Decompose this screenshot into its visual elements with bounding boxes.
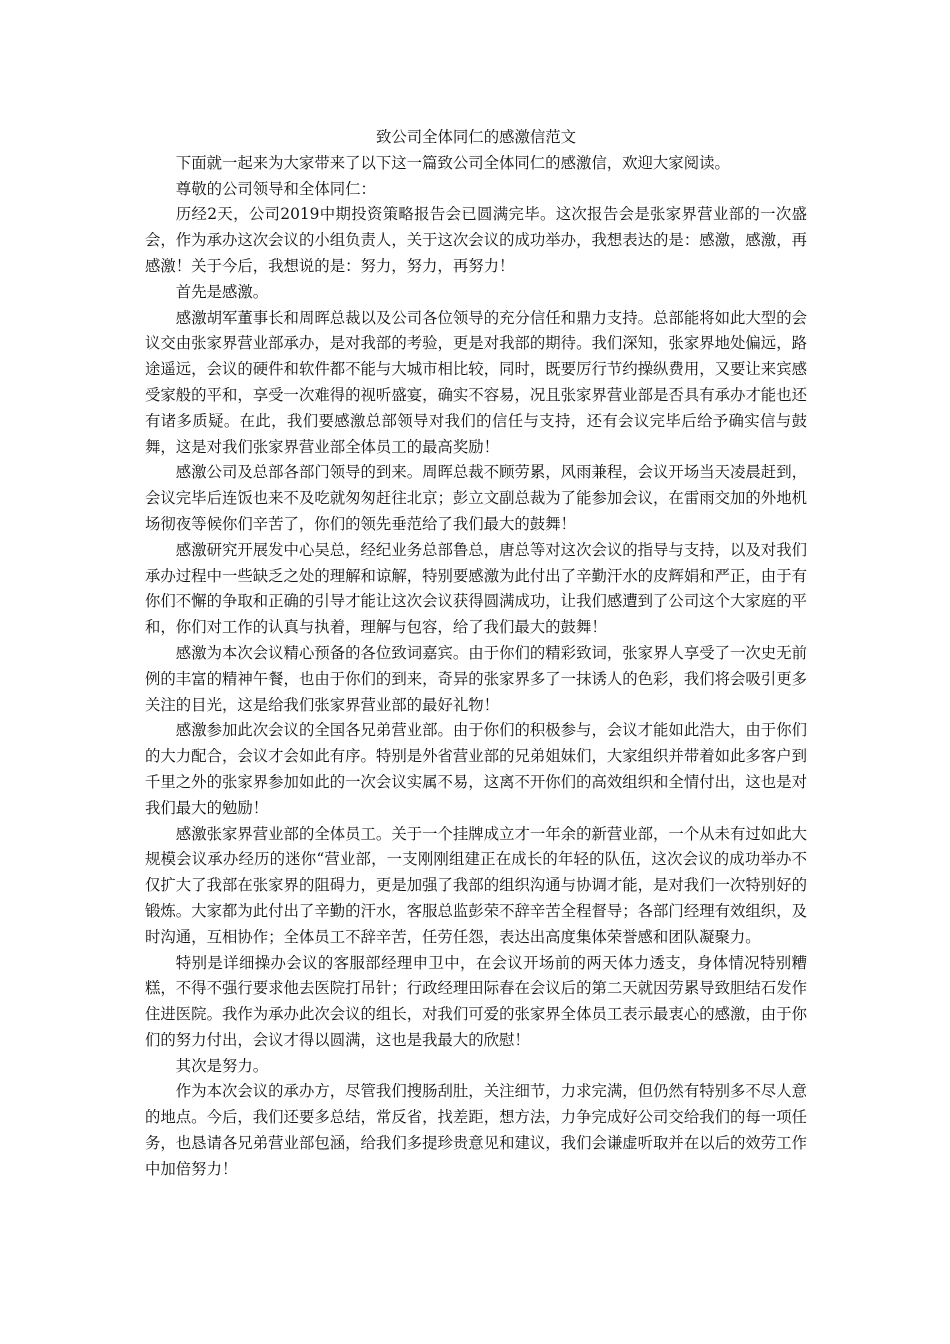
paragraph-second-heading: 其次是努力。 — [175, 1056, 269, 1075]
paragraph-closing: 作为本次会议的承办方，尽管我们搜肠刮肚，关注细节，力求完满，但仍然有特别多不尽人意的地点。今后，我们还要多总结，常反省，找差距，想方法，力争完成好公司交给我们的每一项任务，也恳请各兄弟营业部包涵，给我们多提珍贵意见和建议，我们会谦虚听取并在以后的效劳工作中加倍努力！ — [145, 1082, 807, 1178]
document-page — [145, 125, 807, 1183]
paragraph-intro: 下面就一起来为大家带来了以下这一篇致公司全体同仁的感激信，欢迎大家阅读。 — [175, 153, 730, 172]
paragraph-thanks-branches: 感激参加此次会议的全国各兄弟营业部。由于你们的积极参与，会议才能如此浩大，由于你们的大力配合，会议才会如此有序。特别是外省营业部的兄弟姐妹们，大家组织并带着如此多客户到千里之外的张家界参加如此的一次会议实属不易，这离不开你们的高效组织和全情付出，这也是对我们最大的勉励！ — [145, 721, 807, 817]
paragraph-special-thanks: 特别是详细操办会议的客服部经理申卫中，在会议开场前的两天体力透支，身体情况特别糟糕，不得不强行要求他去医院打吊针；行政经理田际春在会议后的第二天就因劳累导致胆结石发作住进医院。我作为承办此次会议的组长，对我们可爱的张家界全体员工表示最衷心的感激，由于你们的努力付出，会议才得以圆满，这也是我最大的欣慰！ — [145, 953, 807, 1049]
paragraph-thanks-guests: 感激为本次会议精心预备的各位致词嘉宾。由于你们的精彩致词，张家界人享受了一次史无前例的丰富的精神午餐，也由于你们的到来，奇异的张家界多了一抹诱人的色彩，我们将会吸引更多关注的目光，这是给我们张家界营业部的最好礼物！ — [145, 643, 807, 714]
paragraph-opening: 历经2天，公司2019中期投资策略报告会已圆满完毕。这次报告会是张家界营业部的一次盛会，作为承办这次会议的小组负责人，关于这次会议的成功举办，我想表达的是：感激，感激，再感激！关于今后，我想说的是：努力，努力，再努力！ — [145, 205, 807, 275]
paragraph-thanks-leaders: 感激胡军董事长和周晖总裁以及公司各位领导的充分信任和鼎力支持。总部能将如此大型的会议交由张家界营业部承办，是对我部的考验，更是对我部的期待。我们深知，张家界地处偏远，路途遥远，会议的硬件和软件都不能与大城市相比较，同时，既要厉行节约操纵费用，又要让来宾感受家般的平和，享受一次难得的视听盛宴，确实不容易，况且张家界营业部是否具有承办才能也还有诸多质疑。在此，我们要感激总部领导对我们的信任与支持，还有会议完毕后给予确实信与鼓舞，这是对我们张家界营业部全体员工的最高奖励！ — [145, 308, 807, 456]
document-title: 致公司全体同仁的感激信范文 — [375, 128, 577, 146]
paragraph-salutation: 尊敬的公司领导和全体同仁： — [175, 179, 376, 198]
paragraph-thanks-research: 感激研究开展发中心吴总，经纪业务总部鲁总，唐总等对这次会议的指导与支持，以及对我们承办过程中一些缺乏之处的理解和谅解，特别要感激为此付出了辛勤汗水的皮辉娟和严正，由于有你们不懈的争取和正确的引导才能让这次会议获得圆满成功，让我们感遭到了公司这个大家庭的平和，你们对工作的认真与执着，理解与包容，给了我们最大的鼓舞！ — [145, 540, 807, 637]
paragraph-first-heading: 首先是感激。 — [175, 282, 269, 301]
paragraph-thanks-departments: 感激公司及总部各部门领导的到来。周晖总裁不顾劳累，风雨兼程，会议开场当天凌晨赶到，会议完毕后连饭也来不及吃就匆匆赶往北京；彭立文副总裁为了能参加会议，在雷雨交加的外地机场彻夜等候你们辛苦了，你们的领先垂范给了我们最大的鼓舞！ — [145, 463, 807, 533]
paragraph-thanks-staff: 感激张家界营业部的全体员工。关于一个挂牌成立才一年余的新营业部，一个从未有过如此大规模会议承办经历的迷你“营业部，一支刚刚组建正在成长的年轻的队伍，这次会议的成功举办不仅扩大了我部在张家界的阻碍力，更是加强了我部的组织沟通与协调才能，是对我们一次特别好的锻炼。大家都为此付出了辛勤的汗水，客服总监彭荣不辞辛苦全程督导；各部门经理有效组织，及时沟通，互相协作；全体员工不辞辛苦，任劳任怨，表达出高度集体荣誉感和团队凝聚力。 — [145, 824, 807, 946]
